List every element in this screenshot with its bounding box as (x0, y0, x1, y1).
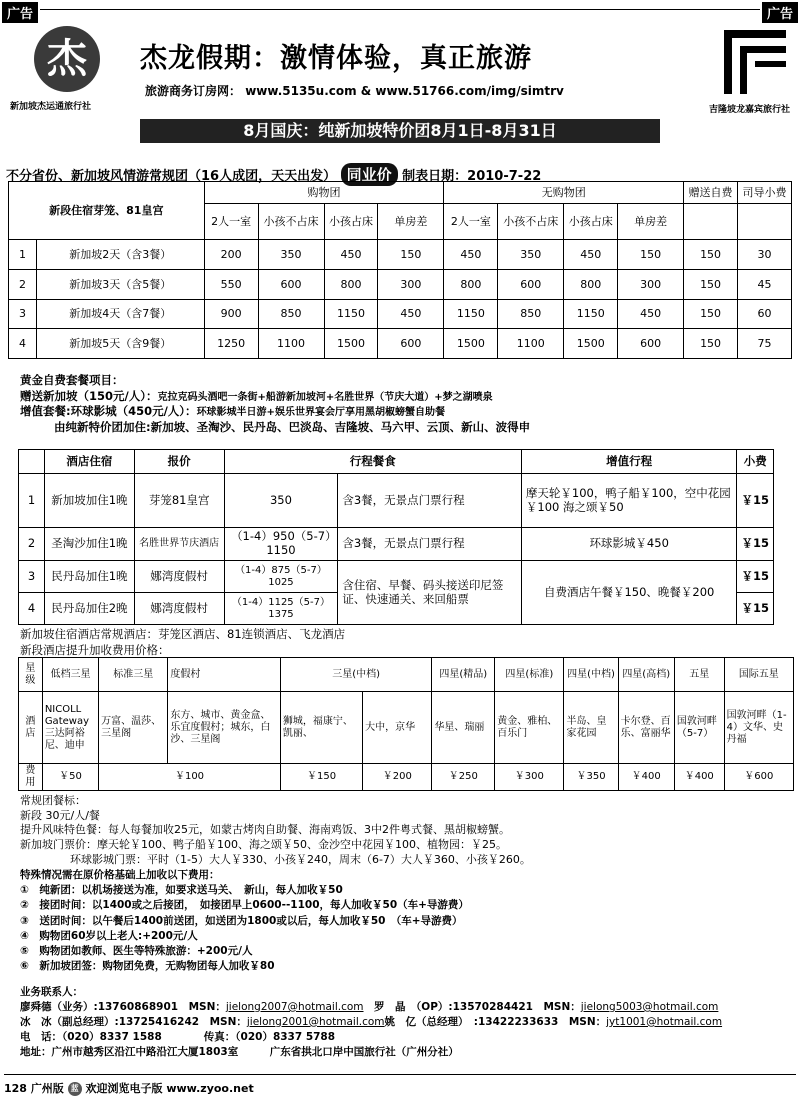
upgrade-table: 星级 低档三星 标准三星 度假村 三星(中档) 四星(精品) 四星(标准) 四星(中档) 四星(高档) 五星 国际五星 酒店 NICOLL Gateway 三达阿裕尼、迪申 万富、温莎、三星阁 东方、城市、黄金盒、乐宜度假村；城东，白沙、三星阁 狮城，福康宁、凯丽、 大中，京华 华星、瑞丽 黄金、雅柏、百乐门 半岛、皇家花园 卡尔登、百乐、富丽华 国敦河畔（5-7） 国敦河畔（1-4）文华、史丹福 费用 ￥50 ￥100 ￥150 ￥200 ￥250 ￥300 ￥350 ￥400 ￥400 ￥600 (18, 657, 794, 791)
edition: 广州版 (30, 1082, 64, 1095)
extension-table: 酒店住宿 报价 行程餐食 增值行程 小费 1 新加坡加住1晚 芽笼81皇宫 350 含3餐，无景点门票行程 摩天轮￥100，鸭子船￥100，空中花园￥100 海之颂￥50 ￥15 2 圣淘沙加住1晚 名胜世界节庆酒店 （1-4）950（5-7）1150 含3餐，无景点门票行程 环球影城￥450 ￥15 3 民丹岛加住1晚 娜湾度假村 （1-4）875（5-7）1025 含住宿、早餐、码头接送印尼签证、快速通关、来回船票 自费酒店午餐￥150、晚餐￥200 ￥15 4 民丹岛加住2晚 娜湾度假村 （1-4）1125（5-7）1375 ￥15 (18, 449, 774, 625)
special-charges (20, 868, 469, 975)
bottom-divider (4, 1074, 796, 1075)
upgrade-title: 新段酒店提升加收费用价格： (20, 642, 170, 657)
msn-link[interactable]: jielong2001@hotmail.com (246, 1015, 385, 1028)
sub-header: 小孩占床 (324, 204, 378, 240)
list-item: ⑥ 新加坡团签：购物团免费，无购物团每人加收￥80 (20, 960, 275, 973)
gold-title: 黄金自费套餐项目： (20, 373, 124, 387)
table-row: 1 新加坡加住1晚 芽笼81皇宫 350 含3餐，无景点门票行程 摩天轮￥100，鸭子船￥100，空中花园￥100 海之颂￥50 ￥15 (19, 474, 774, 528)
meal-info (20, 794, 531, 867)
promo-banner: 8月国庆：纯新加坡特价团8月1日-8月31日 (140, 119, 660, 143)
ad-tag-left: 广告 (2, 2, 38, 23)
sub-header: 小孩不占床 (258, 204, 324, 240)
table-row: 3 民丹岛加住1晚 娜湾度假村 （1-4）875（5-7）1025 含住宿、早餐、码头接送印尼签证、快速通关、来回船票 自费酒店午餐￥150、晚餐￥200 ￥15 (19, 561, 774, 593)
special-title: 特殊情况需在原价格基础上加收以下费用： (20, 869, 220, 881)
edition-icon: 蓝 (68, 1082, 82, 1096)
table-row: 2 新加坡3天（含5餐） 550 600 800 300 800 600 800 300 150 45 (9, 269, 792, 299)
footer (4, 1080, 254, 1096)
meals-line-3: 新加坡门票价：摩天轮￥100、鸭子船￥100、海之颂￥50、金沙空中花园￥100、植物园：￥25。 (20, 837, 507, 851)
sub-header: 小孩不占床 (498, 204, 564, 240)
hotels-note: 新加坡住宿酒店常规酒店：芽笼区酒店、81连锁酒店、飞龙酒店 (20, 627, 346, 641)
company-name-right: 吉隆坡龙嘉宾旅行社 (708, 105, 790, 115)
tip-header: 司导小费 (738, 182, 792, 204)
partner-logo-icon (722, 26, 788, 96)
meals-title: 常规团餐标： (20, 794, 86, 807)
list-item: ⑤ 购物团如教师、医生等特殊旅游：+200元/人 (20, 945, 253, 958)
msn-link[interactable]: jielong2007@hotmail.com (225, 1000, 364, 1013)
headline: 杰龙假期：激情体验，真正旅游 (140, 43, 532, 74)
top-divider (40, 9, 760, 10)
sub-header: 单房差 (378, 204, 444, 240)
website-line (145, 82, 564, 99)
page-number: 128 (4, 1082, 27, 1095)
shopping-header: 购物团 (204, 182, 444, 204)
table-date: 制表日期：2010-7-22 (402, 169, 542, 184)
meals-line-2: 提升风味特色餐：每人每餐加收25元，如蒙古烤肉自助餐、海南鸡饭、3中2件粤式餐、黑胡椒螃蟹。 (20, 823, 510, 837)
table-row: 3 新加坡4天（含7餐） 900 850 1150 450 1150 850 1150 450 150 60 (9, 299, 792, 329)
table-row: 1 新加坡2天（含3餐） 200 350 450 150 450 350 450 150 150 30 (9, 240, 792, 270)
msn-link[interactable]: jielong5003@hotmail.com (580, 1000, 719, 1013)
table-row: 4 新加坡5天（含9餐） 1250 1100 1500 600 1500 1100 1500 600 150 75 (9, 329, 792, 359)
website-urls[interactable]: www.5135u.com & www.51766.com/img/simtrv (245, 84, 564, 98)
company-logo: 杰 (34, 26, 100, 92)
footer-text[interactable]: 欢迎浏览电子版 www.zyoo.net (85, 1082, 254, 1095)
phone-line: 电 话：（020）8337 1588 传真：（020）8337 5788 (20, 1030, 336, 1043)
list-item: ② 接团时间：以1400或之后接团， 如接团早上0600--1100，每人加收￥50（车+导游费） (20, 899, 469, 912)
hotel-header: 新段住宿芽笼、81皇宫 (9, 182, 205, 240)
msn-link[interactable]: jyt1001@hotmail.com (606, 1015, 723, 1028)
trade-price-badge: 同业价 (341, 163, 398, 186)
contact-title: 业务联系人： (20, 986, 83, 998)
ad-tag-right: 广告 (762, 2, 798, 23)
meals-line-4: 环球影城门票：平时（1-5）大人￥330、小孩￥240，周末（6-7）大人￥360、小孩￥260。 (70, 852, 531, 866)
sub-header: 小孩占床 (564, 204, 618, 240)
contact-line: 冰 冰（副总经理）:13725416242 MSN：jielong2001@hotmail.com姚 亿（总经理） :13422233633 MSN：jyt1001@hotmail.com (20, 1015, 723, 1028)
address-line: 地址：广州市越秀区沿江中路沿江大厦1803室 广东省拱北口岸中国旅行社（广州分社） (20, 1045, 459, 1058)
list-item: ③ 送团时间：以午餐后1400前送团，如送团为1800或以后，每人加收￥50 （车+导游费） (20, 914, 463, 927)
sub-header: 2人一室 (444, 204, 498, 240)
gold-line-2: 增值套餐:环球影城（450元/人）：环球影城半日游+娱乐世界宴会厅享用黑胡椒螃蟹自助餐 (20, 404, 445, 419)
subtitle: 不分省份、新加坡风情游常规团（16人成团，天天出发） (6, 169, 337, 184)
gold-line-3: 由纯新特价团加住:新加坡、圣淘沙、民丹岛、巴淡岛、吉隆坡、马六甲、云顶、新山、波得申 (54, 419, 531, 434)
meals-line-1: 新段 30元/人/餐 (20, 808, 100, 822)
sub-header: 单房差 (618, 204, 684, 240)
table-row: 4 民丹岛加住2晚 娜湾度假村 （1-4）1125（5-7）1375 ￥15 (19, 593, 774, 625)
price-table (8, 181, 792, 359)
contact-line: 廖舜德（业务）:13760868901 MSN：jielong2007@hotmail.com 罗 晶 （OP）:13570284421 MSN：jielong5003@hotmail.com (20, 1000, 719, 1013)
website-label: 旅游商务订房网： (145, 84, 242, 98)
sub-header: 2人一室 (204, 204, 258, 240)
table-row: 2 圣淘沙加住1晚 名胜世界节庆酒店 （1-4）950（5-7）1150 含3餐，无景点门票行程 环球影城￥450 ￥15 (19, 528, 774, 561)
company-name-left: 新加坡杰运通旅行社 (10, 102, 92, 112)
no-shopping-header: 无购物团 (444, 182, 684, 204)
list-item: ④ 购物团60岁以上老人:+200元/人 (20, 929, 198, 942)
contact-section (20, 985, 722, 1060)
gold-package (20, 373, 530, 435)
gold-line-1: 赠送新加坡（150元/人）：克拉克码头酒吧一条街+船游新加坡河+名胜世界（节庆大道）+梦之湖喷泉 (20, 388, 493, 403)
list-item: ① 纯新团：以机场接送为准，如要求送马关、 新山，每人加收￥50 (20, 884, 343, 897)
gift-header: 赠送自费 (684, 182, 738, 204)
hotel-notes (20, 627, 345, 658)
